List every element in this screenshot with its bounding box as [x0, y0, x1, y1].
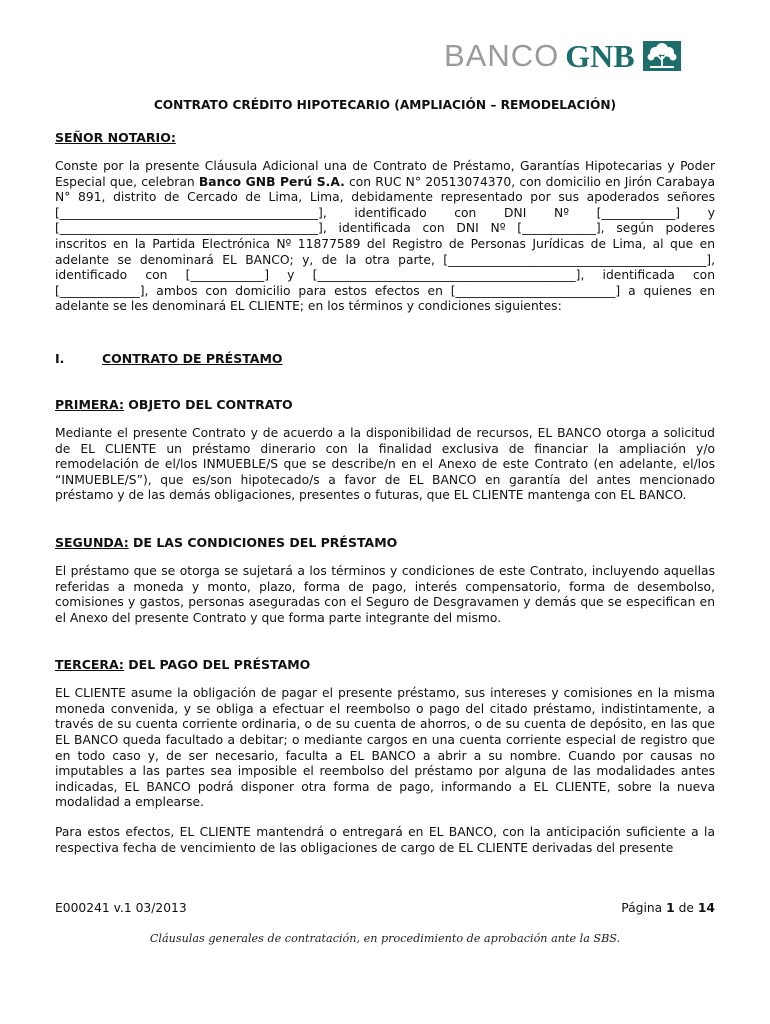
clause-title: OBJETO DEL CONTRATO: [123, 396, 293, 412]
section-number: I.: [55, 350, 65, 366]
clause-heading-tercera: [55, 657, 715, 672]
contract-page: [55, 98, 715, 856]
clause-label: TERCERA:: [55, 657, 124, 673]
page-prefix: Página: [621, 901, 667, 915]
logo-text-banco: BANCO: [444, 38, 560, 73]
clause-heading-segunda: [55, 535, 715, 550]
total-pages: 14: [697, 901, 715, 915]
bank-logo: [444, 37, 681, 74]
current-page: 1: [666, 901, 675, 915]
approval-note: Cláusulas generales de contratación, en procedimiento de aprobación ante la SBS.: [149, 932, 621, 945]
section-heading: [55, 351, 715, 366]
document-code: E000241 v.1 03/2013: [55, 901, 187, 915]
document-title: CONTRATO CRÉDITO HIPOTECARIO (AMPLIACIÓN – REMODELACIÓN): [153, 98, 617, 112]
section-title: CONTRATO DE PRÉSTAMO: [102, 350, 283, 366]
clause-paragraph: EL CLIENTE asume la obligación de pagar el presente préstamo, sus intereses y comisiones en la misma moneda convenida, y se obliga a efectuar el reembolso o pago del citado préstamo, indistintamente, a través de su cuenta corriente ordinaria, o de su cuenta de ahorros, o de su cuenta de depósito, en las que EL BANCO queda facultado a debitar; o mediante cargos en una cuenta corriente especial de registro que en todo caso y, de ser necesario, faculta a EL BANCO a abrir a su nombre. Cuando por causas no imputables a las partes sea imposible el reembolso del préstamo por alguna de las modalidades antes indicadas, EL BANCO podrá disponer otra forma de pago, informando a EL CLIENTE, sobre la nueva modalidad a emplearse.: [55, 686, 715, 810]
logo-text-gnb: GNB: [565, 37, 635, 74]
clause-title: DE LAS CONDICIONES DEL PRÉSTAMO: [128, 534, 398, 550]
page-footer: [55, 901, 715, 915]
page-separator: de: [674, 901, 698, 915]
clause-heading-primera: [55, 397, 715, 412]
tree-logo-icon: [643, 41, 681, 71]
page-number: [621, 901, 715, 915]
clause-label: PRIMERA:: [55, 396, 124, 412]
notary-heading: SEÑOR NOTARIO:: [55, 130, 176, 145]
clause-paragraph: Para estos efectos, EL CLIENTE mantendrá o entregará en EL BANCO, con la anticipación suficiente a la respectiva fecha de vencimiento de las obligaciones de cargo de EL CLIENTE derivadas del presente: [55, 825, 715, 855]
clause-paragraph: El préstamo que se otorga se sujetará a los términos y condiciones de este Contrato, incluyendo aquellas referidas a moneda y monto, plazo, forma de pago, interés compensatorio, forma de desembolso, comisiones y gastos, personas aseguradas con el Seguro de Desgravamen y demás que se especifican en el Anexo del presente Contrato y que forma parte integrante del mismo.: [55, 563, 715, 625]
intro-paragraph: [55, 159, 715, 315]
clause-title: DEL PAGO DEL PRÉSTAMO: [123, 657, 311, 673]
clause-label: SEGUNDA:: [55, 534, 129, 550]
bank-name: Banco GNB Perú S.A.: [198, 174, 345, 189]
clause-paragraph: Mediante el presente Contrato y de acuerdo a la disponibilidad de recursos, EL BANCO otorga a solicitud de EL CLIENTE un préstamo dinerario con la finalidad exclusiva de financiar la ampliación y/o remodelación de el/los INMUEBLE/S que se describe/n en el Anexo de este Contrato (en adelante, el/los “INMUEBLE/S”), que es/son hipotecado/s a favor de EL BANCO en garantía del antes mencionado préstamo y de las demás obligaciones, presentes o futuras, que EL CLIENTE mantenga con EL BANCO.: [55, 425, 715, 503]
intro-text-rest: con RUC N° 20513074370, con domicilio en Jirón Carabaya N° 891, distrito de Cercado de Lima, Lima, debidamente representado por sus apoderados señores [__________________________________________], identificado con DNI Nº [____________] y [__________________________________________], identificada con DNI Nº [____________], según poderes inscritos en la Partida Electrónica Nº 11877589 del Registro de Personas Jurídicas de Lima, al que en adelante se denominará EL BANCO; y, de la otra parte, [__________________________________________], identificado con [____________] y [__________________________________________], identificada con [_____________], ambos con domicilio para estos efectos en [__________________________] a quienes en adelante se les denominará EL CLIENTE; en los términos y condiciones siguientes:: [55, 174, 715, 314]
intro-text-start: Conste por la presente Cláusula Adicional una de Contrato de Préstamo, Garantías Hipotecarias y Poder Especial que, celebran: [55, 159, 715, 189]
